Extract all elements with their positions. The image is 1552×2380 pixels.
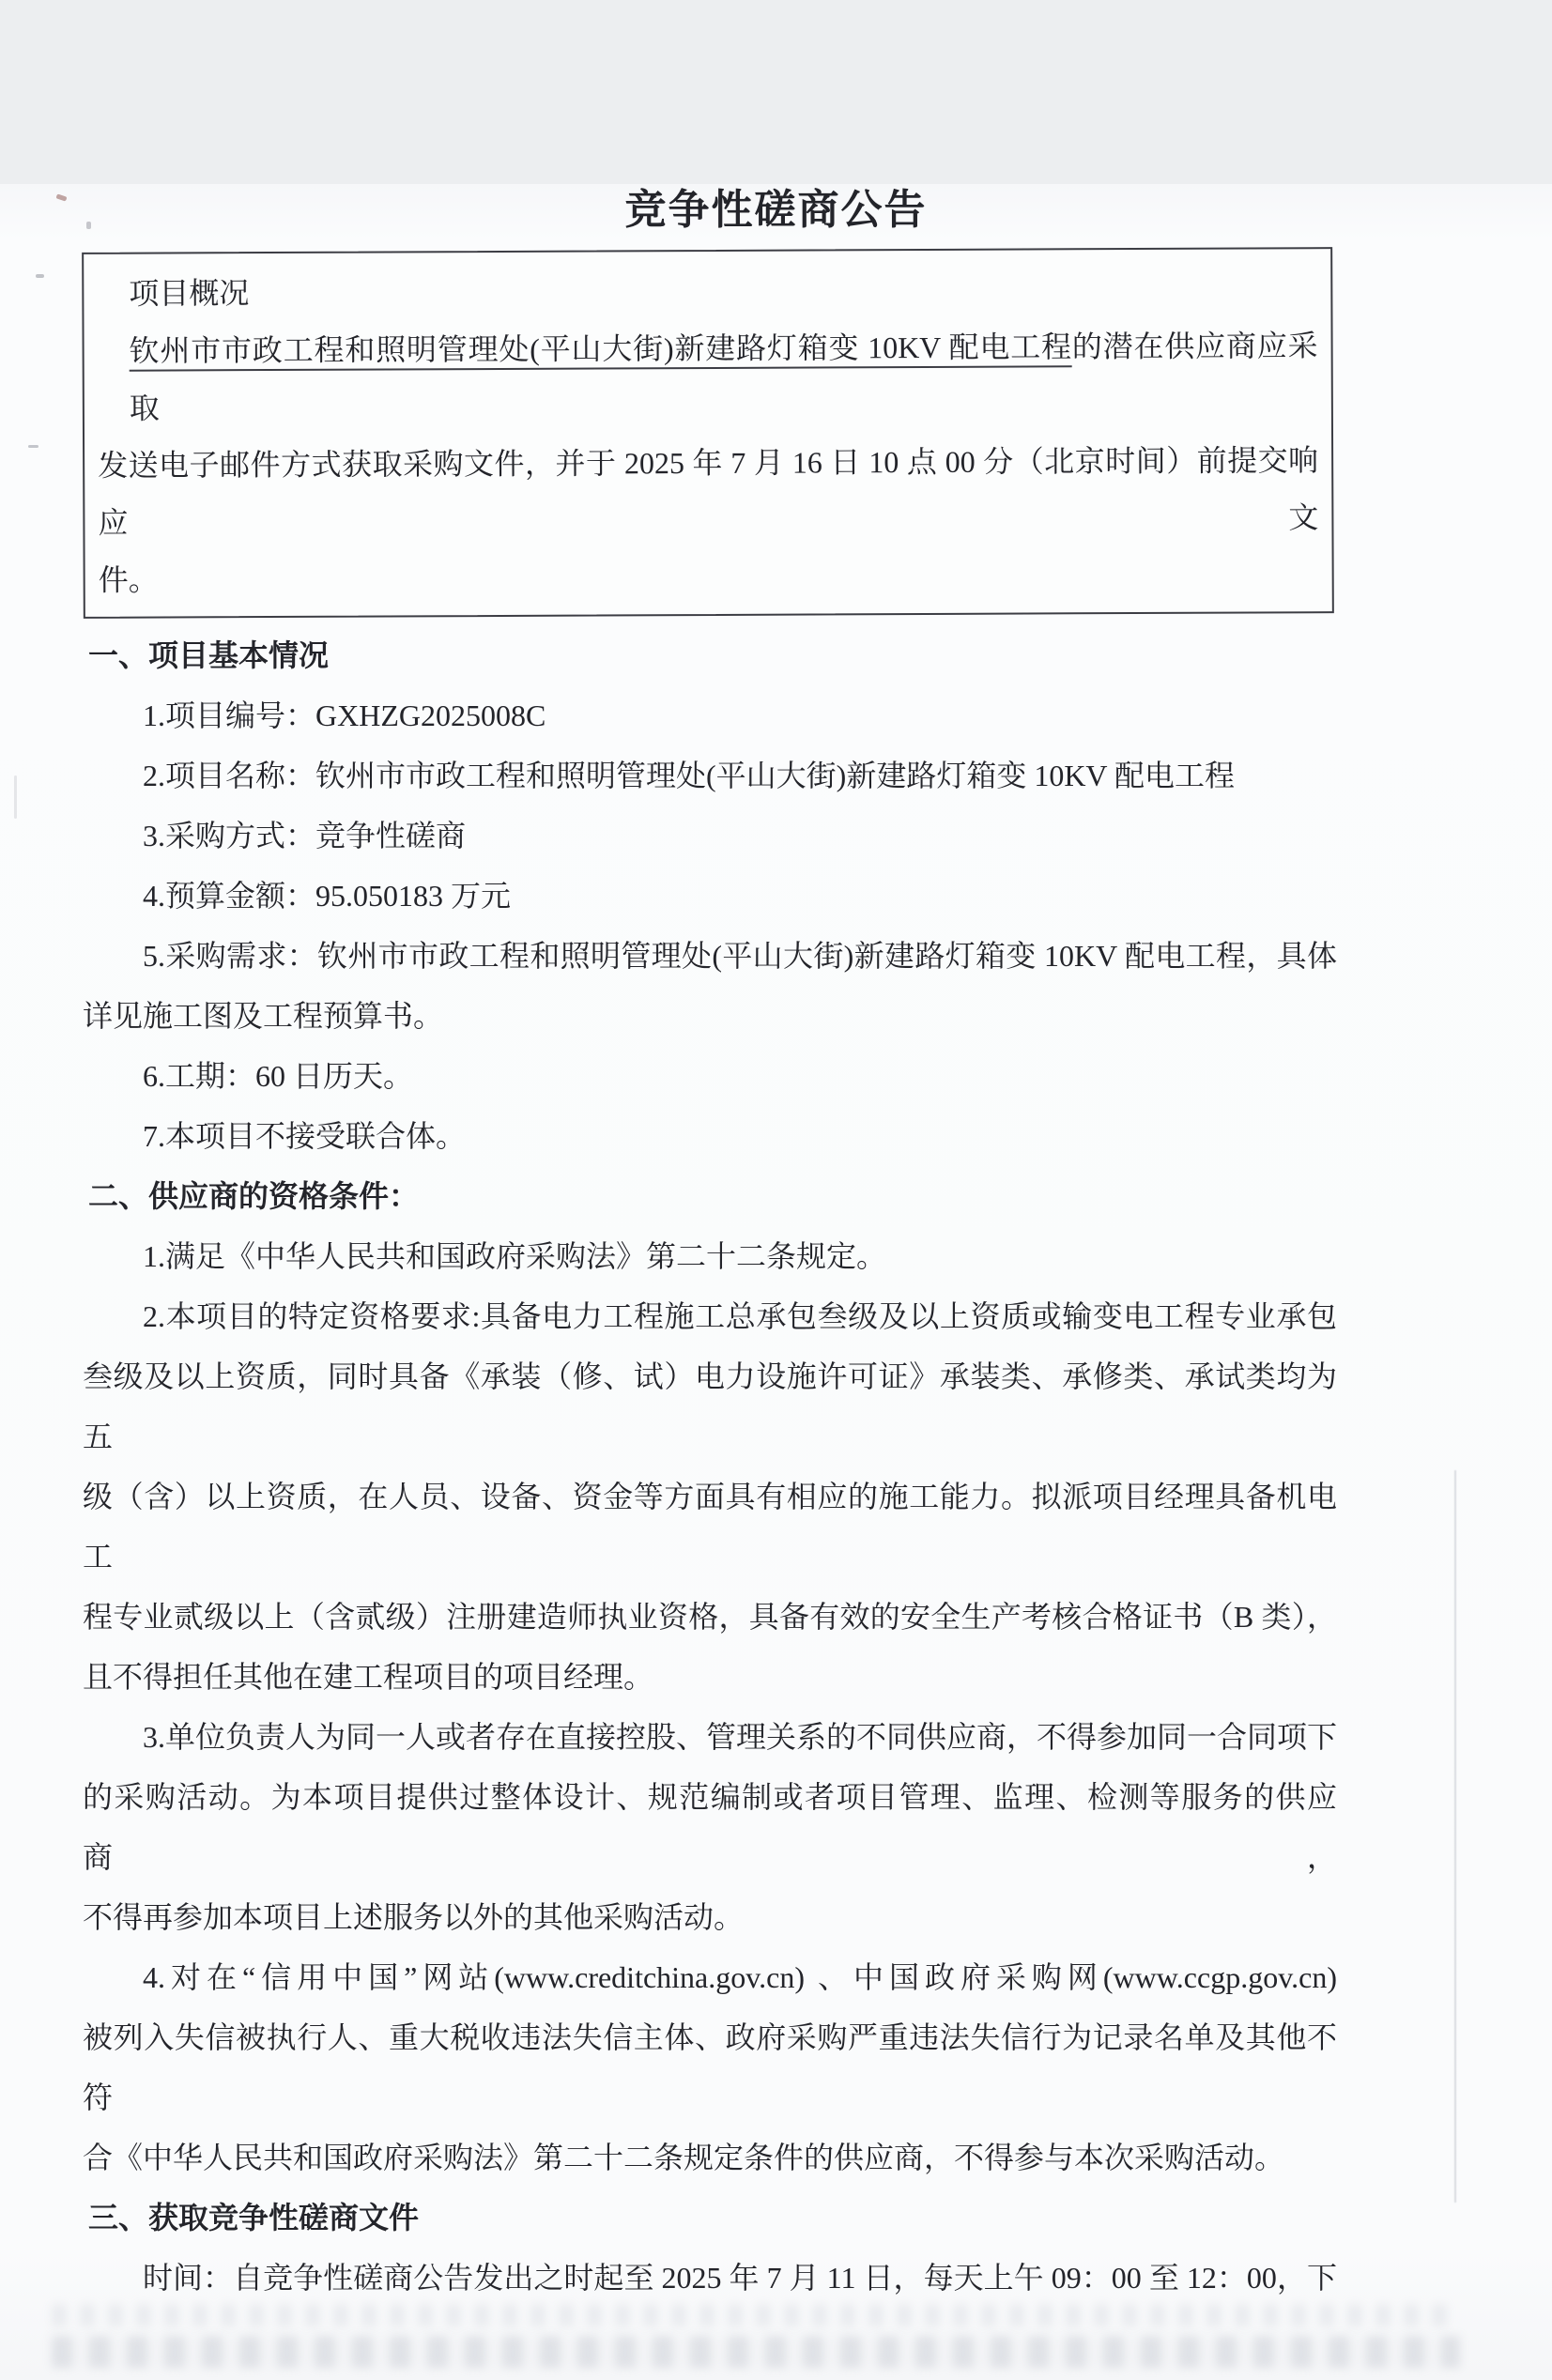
document-line: 程专业贰级以上（含贰级）注册建造师执业资格，具备有效的安全生产考核合格证书（B 类）， [83, 1600, 1337, 1634]
document-line: 4.预算金额：95.050183 万元 [143, 879, 512, 913]
scan-speck [14, 775, 17, 819]
document-line: 3.采购方式：竞争性磋商 [143, 819, 467, 852]
scan-edge-line [1454, 1470, 1456, 2203]
page-bleed-through [52, 2336, 1460, 2368]
document-line: 6.工期：60 日历天。 [143, 1059, 414, 1093]
document-line: 且不得担任其他在建工程项目的项目经理。 [83, 1660, 654, 1694]
section-heading: 二、供应商的资格条件： [88, 1179, 420, 1213]
document-line: 2.本项目的特定资格要求:具备电力工程施工总承包叁级及以上资质或输变电工程专业承包 [143, 1299, 1337, 1333]
page-title: 竞争性磋商公告 [624, 187, 928, 233]
project-overview-box [82, 247, 1334, 619]
scanned-document-page [0, 184, 1552, 2380]
overview-line [97, 317, 1318, 438]
document-line: 被列入失信被执行人、重大税收违法失信主体、政府采购严重违法失信行为记录名单及其他不符 [83, 2020, 1337, 2114]
document-line: 不得再参加本项目上述服务以外的其他采购活动。 [83, 1900, 745, 1934]
document-line: 叁级及以上资质，同时具备《承装（修、试）电力设施许可证》承装类、承修类、承试类均为五 [83, 1359, 1337, 1453]
document-line: 合《中华人民共和国政府采购法》第二十二条规定条件的供应商，不得参与本次采购活动。 [83, 2141, 1285, 2174]
overview-line: 发送电子邮件方式获取采购文件，并于 2025 年 7 月 16 日 10 点 00 分（北京时间）前提交响应文 [98, 443, 1319, 540]
document-line: 级（含）以上资质，在人员、设备、资金等方面具有相应的施工能力。拟派项目经理具备机电工 [83, 1480, 1337, 1574]
document-body [83, 625, 1337, 2308]
document-line: 5.采购需求：钦州市市政工程和照明管理处(平山大街)新建路灯箱变 10KV 配电工程，具体 [143, 939, 1337, 973]
document-line: 详见施工图及工程预算书。 [83, 999, 444, 1033]
document-line: 1.项目编号：GXHZG2025008C [143, 699, 546, 732]
section-heading: 三、获取竞争性磋商文件 [88, 2201, 420, 2234]
scan-speck [86, 222, 91, 229]
document-line: 1.满足《中华人民共和国政府采购法》第二十二条规定。 [143, 1239, 887, 1273]
overview-line: 件。 [98, 562, 159, 597]
scan-speck [36, 274, 44, 278]
scan-speck [28, 445, 38, 448]
document-line: 的采购活动。为本项目提供过整体设计、规范编制或者项目管理、监理、检测等服务的供应商， [83, 1780, 1337, 1874]
section-heading: 一、项目基本情况 [88, 638, 330, 672]
document-line: 时间：自竞争性磋商公告发出之时起至 2025 年 7 月 11 日，每天上午 09：00 至 12：00，下 [143, 2261, 1337, 2295]
document-line: 3.单位负责人为同一人或者存在直接控股、管理关系的不同供应商，不得参加同一合同项下 [143, 1720, 1338, 1754]
document-line: 2.项目名称：钦州市市政工程和照明管理处(平山大街)新建路灯箱变 10KV 配电工程 [143, 759, 1235, 792]
document-line: 7.本项目不接受联合体。 [143, 1119, 467, 1153]
project-name-underlined: 钦州市市政工程和照明管理处(平山大街)新建路灯箱变 10KV 配电工程 [130, 330, 1072, 371]
overview-line-rest: 的潜在供应商应采取 [129, 329, 1318, 425]
overview-label: 项目概况 [129, 276, 250, 311]
document-line: 4.对在“信用中国”网站(www.creditchina.gov.cn) 、中国政府采购网(www.ccgp.gov.cn) [143, 1960, 1337, 1994]
page-bleed-through [52, 2304, 1460, 2326]
